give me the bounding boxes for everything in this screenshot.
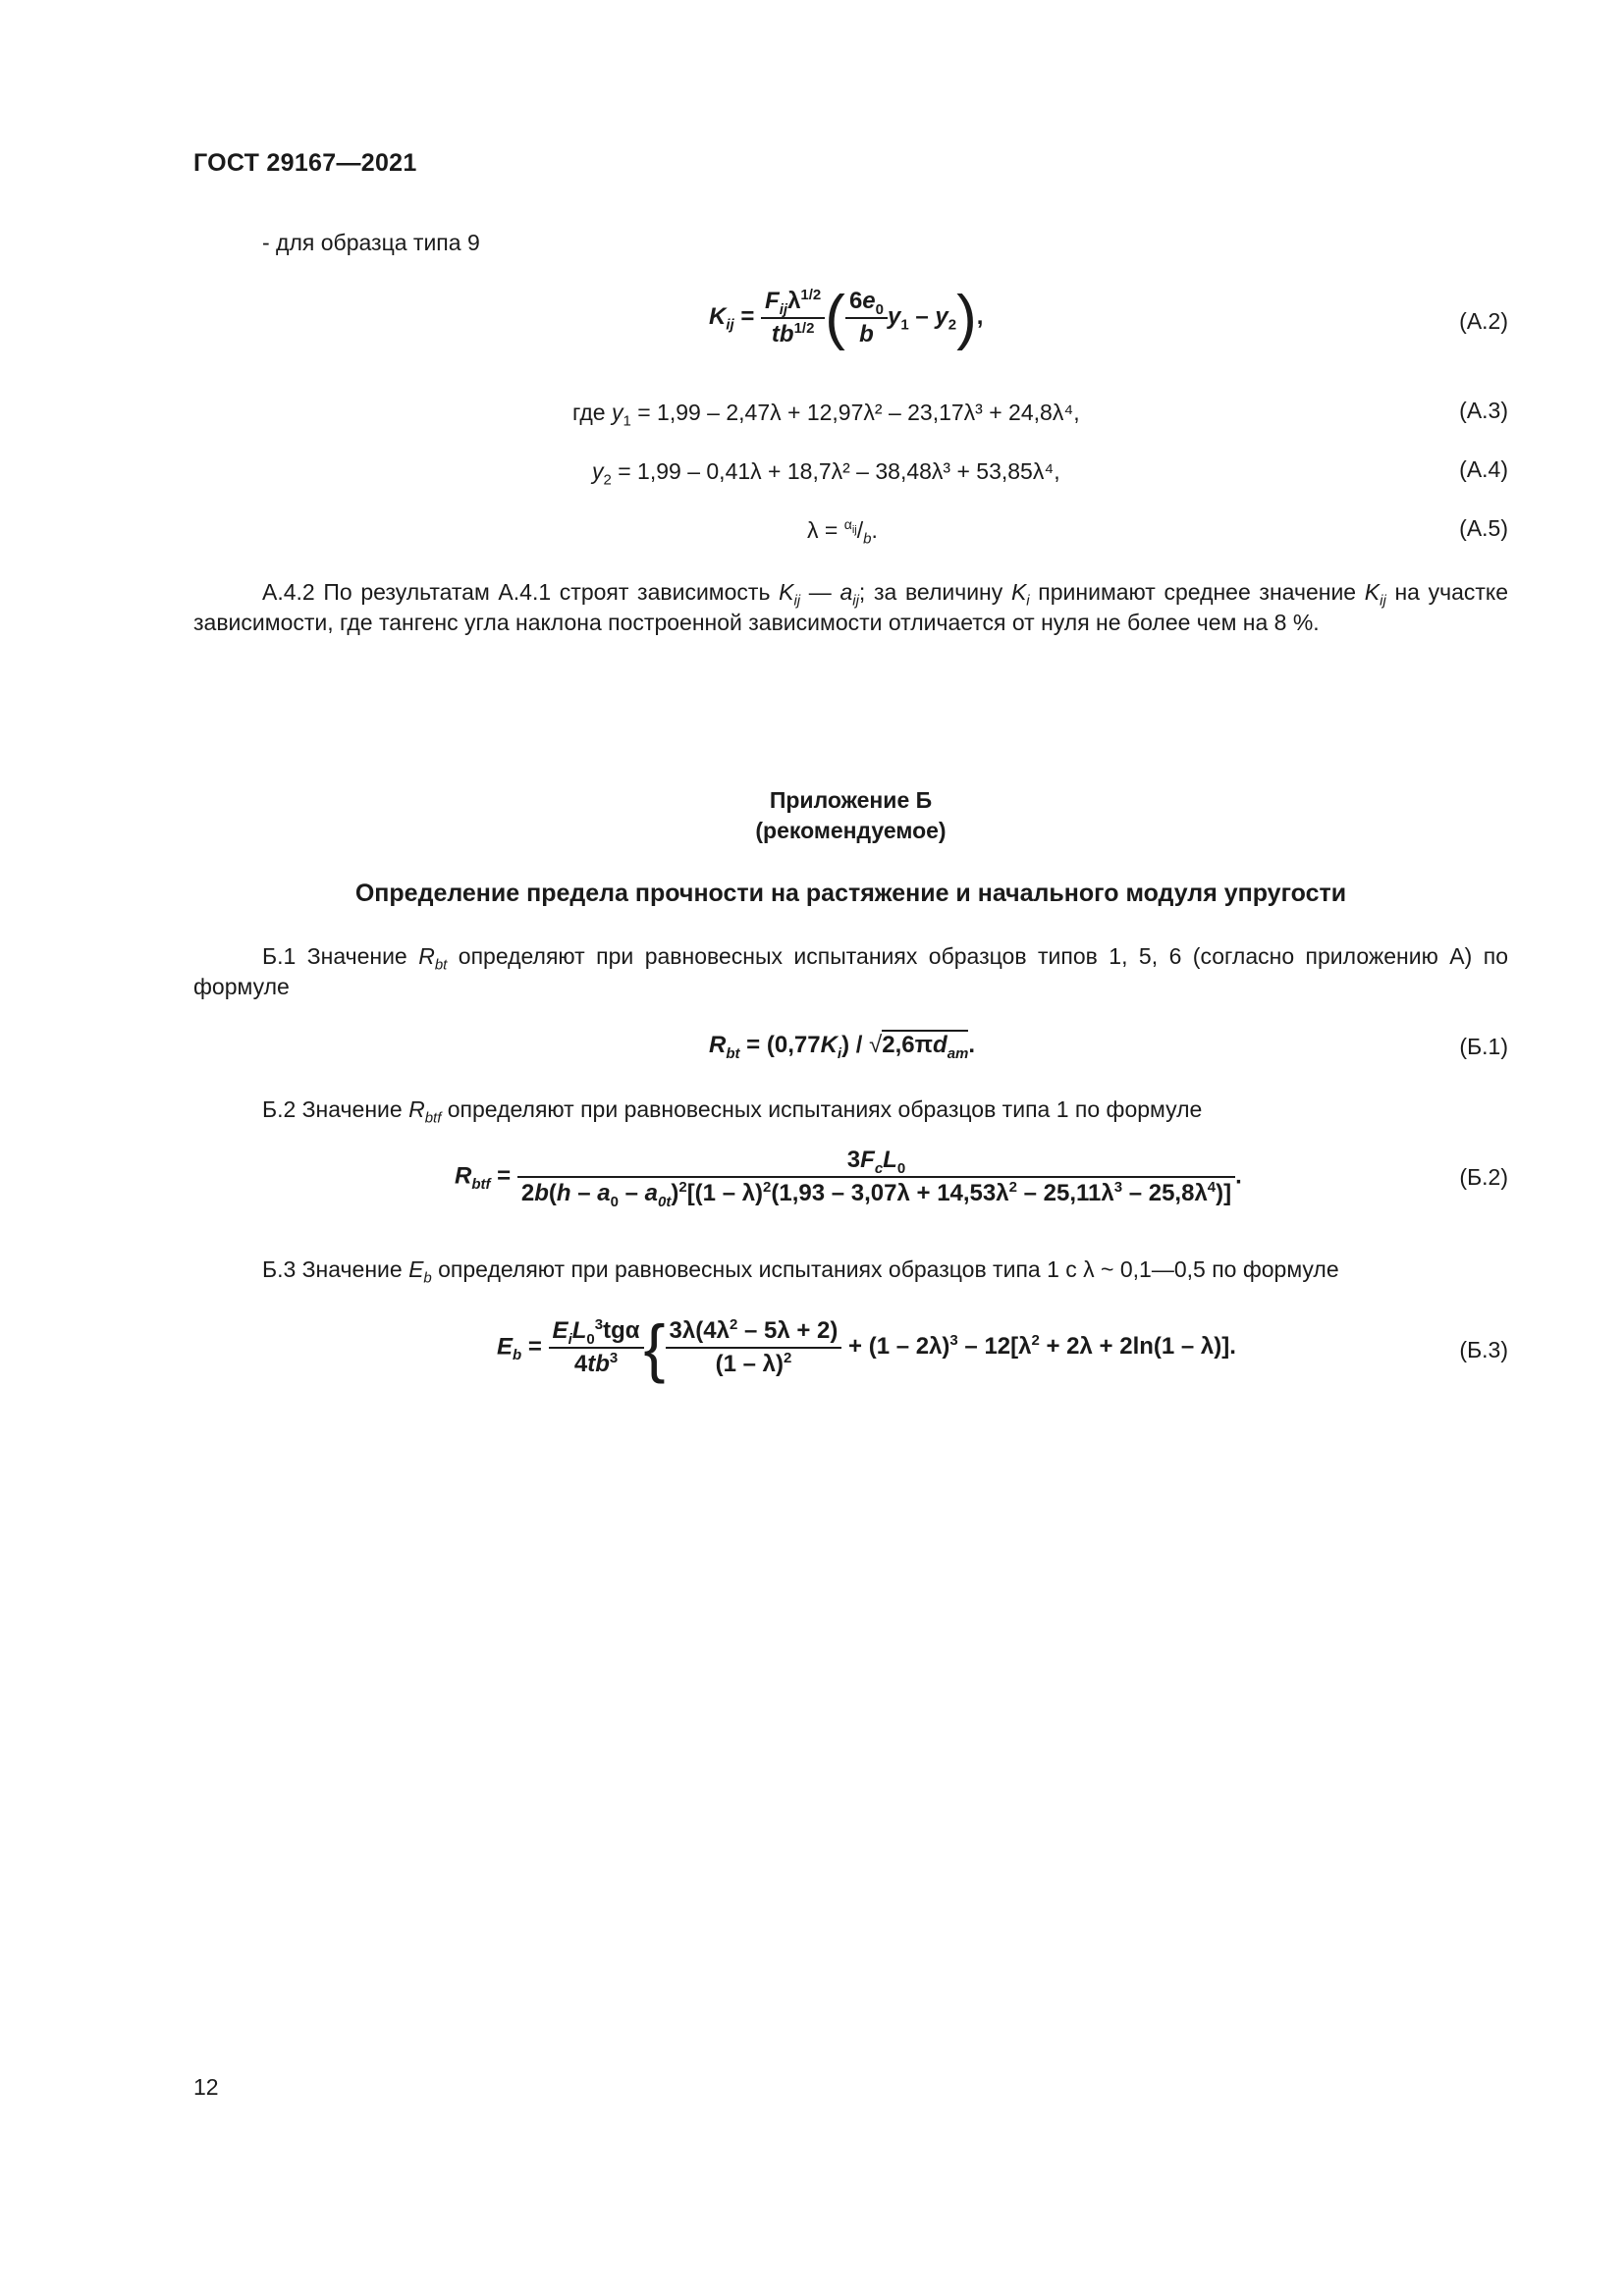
- formula-a5: $\lambda = ^{\alpha_{ij}}/_b$.: [807, 516, 878, 548]
- eq-number-b1: (Б.1): [1459, 1034, 1508, 1059]
- paragraph-b2: Б.2 Значение $R_{btf}$ определяют при равновесных испытаниях образцов типа 1 по формуле: [262, 1096, 1203, 1127]
- appendix-heading: Определение предела прочности на растяжение и начального модуля упругости: [354, 880, 1347, 907]
- eq-number-b2: (Б.2): [1459, 1164, 1508, 1190]
- b1-text-2: определяют при равновесных испытаниях образцов типов 1, 5, 6 (согласно приложению А) по формуле: [193, 943, 1508, 999]
- formula-a3: где $y_1 = 1,99 - 2,47\lambda + 12,97\lambda^2 - 23,17\lambda^3 + 24,8\lambda^4$,: [572, 400, 1080, 430]
- b2-text-1: Б.2 Значение: [262, 1096, 403, 1122]
- appendix-subtitle: (рекомендуемое): [755, 818, 947, 843]
- formula-b3: $E_b$ = $\frac{E_iL_0^3tg\alpha}{4tb^3}$ { $\frac{3\lambda(4\lambda^2 - 5\lambda + 2)}{(1 - \lambda)^2}$ + $(1 - 2\lambda)^3 - 12[\lambda^2 + 2\lambda + 2\ln(1 - \lambda)]$.: [497, 1311, 1236, 1384]
- b3-text-2: определяют при равновесных испытаниях образцов типа 1 с λ ~ 0,1—0,5 по формуле: [438, 1256, 1339, 1282]
- formula-b1: $R_{bt} = (0,77K_i) / √2,6\pi d_{am}$.: [709, 1032, 976, 1062]
- a3-prefix: где: [572, 400, 606, 425]
- paragraph-b1: Б.1 Значение $R_{bt}$ определяют при равновесных испытаниях образцов типов 1, 5, 6 (согласно приложению А) по формуле: [193, 943, 1508, 999]
- formula-b2: $R_{btf}$ = $3F_cL_0$ $2b(h - a_0 - a_{0t})^2[(1 - \lambda)^2(1,93 - 3,07\lambda + 14,53\lambda^2 - 25,11\lambda^3 - 25,8\lambda^4)]$ .: [455, 1147, 1242, 1210]
- page-number: 12: [193, 2074, 219, 2100]
- eq-number-a3: (A.3): [1459, 398, 1508, 423]
- formula-a2: $K_{ij}$ = $\frac{F_{ij}\lambda^{1/2}}{tb^{1/2}}$ ( $\frac{6e_0}{b}$ $y_1 - y_2$),: [709, 284, 984, 351]
- a4-body: = 1,99 – 0,41λ + 18,7λ² – 38,48λ³ + 53,85λ⁴,: [618, 458, 1060, 484]
- eq-number-a4: (A.4): [1459, 456, 1508, 482]
- eq-number-b3: (Б.3): [1459, 1337, 1508, 1362]
- a42-text-4: на участке зависимости, где тангенс угла наклона построенной зависимости отличается от нуля не более чем на 8 %.: [193, 579, 1509, 635]
- appendix-title: Приложение Б: [769, 787, 933, 813]
- b2-text-2: определяют при равновесных испытаниях образцов типа 1 по формуле: [447, 1096, 1203, 1122]
- a42-text-3: принимают среднее значение: [1038, 579, 1357, 605]
- formula-a4: $y_2 = 1,99 - 0,41\lambda + 18,7\lambda^2 - 38,48\lambda^3 + 53,85\lambda^4$,: [592, 458, 1060, 489]
- paragraph-a42: А.4.2 По результатам А.4.1 строят зависимость $K_{ij}$ — $a_{ij}$; за величину $K_i$ принимают среднее значение $K_{ij}$ на участке зависимости, где тангенс угла наклона построенной зависимости отличается от нуля не более чем на 8 %.: [193, 579, 1509, 635]
- b3-text-1: Б.3 Значение: [262, 1256, 403, 1282]
- a42-text-2: ; за величину: [858, 579, 1003, 605]
- eq-number-a2: (A.2): [1459, 308, 1508, 334]
- a5-body: λ =: [807, 517, 844, 543]
- paragraph-b3: Б.3 Значение $E_b$ определяют при равновесных испытаниях образцов типа 1 с λ ~ 0,1—0,5 по формуле: [262, 1256, 1339, 1287]
- eq-number-a5: (A.5): [1459, 515, 1508, 541]
- document-header: ГОСТ 29167—2021: [193, 149, 417, 177]
- intro-text: - для образца типа 9: [262, 230, 480, 255]
- a3-body: = 1,99 – 2,47λ + 12,97λ² – 23,17λ³ + 24,8λ⁴,: [637, 400, 1080, 425]
- a42-text-1: А.4.2 По результатам А.4.1 строят зависимость: [262, 579, 771, 605]
- b1-text-1: Б.1 Значение: [262, 943, 407, 969]
